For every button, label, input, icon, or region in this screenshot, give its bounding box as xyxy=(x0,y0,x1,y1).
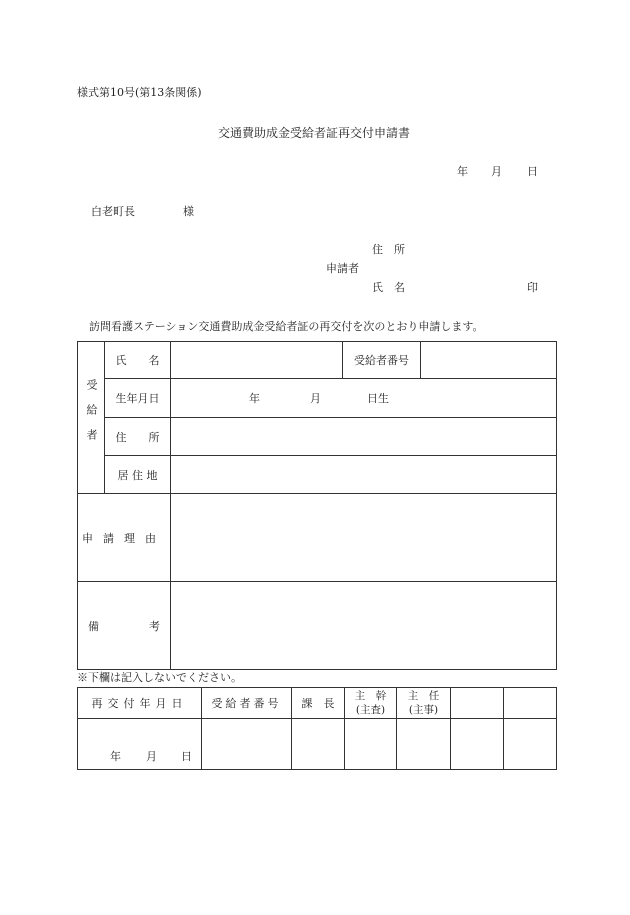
honorific: 様 xyxy=(183,205,194,218)
date-day-label: 日 xyxy=(527,165,538,178)
main-staff-stamp-field[interactable] xyxy=(397,719,451,770)
recipient-group-label: 受給者 xyxy=(78,342,105,494)
reason-label: 申請理由 xyxy=(78,494,171,582)
birth-date-field[interactable] xyxy=(171,379,557,418)
chief-stamp-field[interactable] xyxy=(345,719,397,770)
residence-label: 居 住 地 xyxy=(105,456,171,494)
office-recipient-number-field[interactable] xyxy=(202,719,292,770)
main-staff-label: 主 任 (主事) xyxy=(397,688,451,719)
section-chief-stamp-field[interactable] xyxy=(292,719,345,770)
address-label: 住 所 xyxy=(105,418,171,456)
reissue-day-label: 日 xyxy=(181,750,192,763)
name-field[interactable] xyxy=(171,342,343,379)
office-recipient-number-label: 受給者番号 xyxy=(202,688,292,719)
blank-header-cell xyxy=(451,688,504,719)
remarks-label: 備 考 xyxy=(78,582,171,670)
recipient-number-field[interactable] xyxy=(421,342,557,379)
recipient-number-label: 受給者番号 xyxy=(343,342,421,379)
date-year-label: 年 xyxy=(457,165,468,178)
addressee: 白老町長 xyxy=(91,205,135,218)
remarks-field[interactable] xyxy=(171,582,557,670)
applicant-label: 申請者 xyxy=(326,262,359,275)
address-field[interactable] xyxy=(171,418,557,456)
blank-stamp-field[interactable] xyxy=(504,719,557,770)
residence-field[interactable] xyxy=(171,456,557,494)
office-use-table xyxy=(77,687,557,770)
application-table xyxy=(77,341,557,670)
applicant-name-label: 氏 名 xyxy=(372,281,405,294)
reissue-date-field[interactable] xyxy=(78,719,202,770)
birth-month-label: 月 xyxy=(310,392,321,405)
form-number: 様式第10号(第13条関係) xyxy=(77,86,202,99)
section-chief-label: 課 長 xyxy=(292,688,345,719)
birth-day-label: 日生 xyxy=(367,392,389,405)
seal-mark: 印 xyxy=(527,281,538,294)
office-use-note: ※下欄は記入しないでください。 xyxy=(77,671,242,684)
birth-date-label: 生年月日 xyxy=(105,379,171,418)
birth-year-label: 年 xyxy=(249,392,260,405)
reissue-month-label: 月 xyxy=(146,750,157,763)
reissue-year-label: 年 xyxy=(110,750,121,763)
applicant-address-label: 住 所 xyxy=(372,243,405,256)
blank-header-cell xyxy=(504,688,557,719)
intro-statement: 訪問看護ステーション交通費助成金受給者証の再交付を次のとおり申請します。 xyxy=(89,320,484,333)
date-month-label: 月 xyxy=(491,165,502,178)
chief-label: 主 幹 (主査) xyxy=(345,688,397,719)
page-title: 交通費助成金受給者証再交付申請書 xyxy=(218,126,411,140)
name-label: 氏 名 xyxy=(105,342,171,379)
reissue-date-label: 再交付年月日 xyxy=(78,688,202,719)
blank-stamp-field[interactable] xyxy=(451,719,504,770)
reason-field[interactable] xyxy=(171,494,557,582)
